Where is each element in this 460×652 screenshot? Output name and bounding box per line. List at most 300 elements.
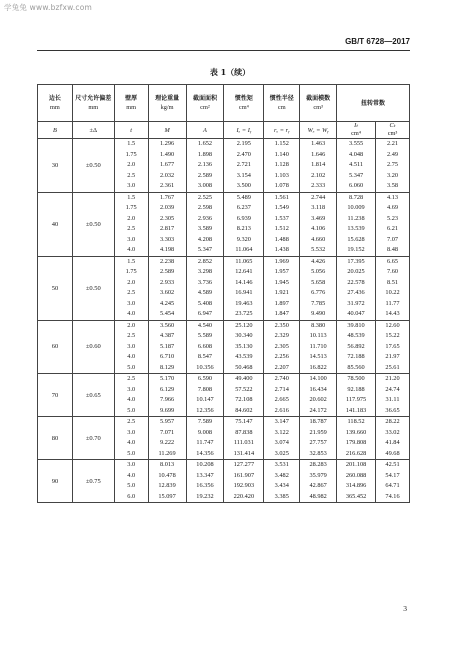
cell-value: 6.939 <box>236 214 251 222</box>
cell-value: 39.810 <box>347 321 365 329</box>
value-cell <box>186 139 224 193</box>
value-cell <box>114 374 148 417</box>
value-cell <box>300 192 337 256</box>
value-cell <box>224 417 264 460</box>
header-rule <box>37 50 410 51</box>
cell-value: 3.560 <box>159 321 175 329</box>
cell-value: 2.665 <box>274 396 289 403</box>
cell-value: 2.616 <box>274 406 289 414</box>
cell-value: 75.147 <box>235 418 253 425</box>
cell-value: 8.728 <box>348 193 364 201</box>
cell-value: 2.305 <box>159 214 175 222</box>
value-cell <box>224 320 264 374</box>
tolerance-cell: ±0.70 <box>72 417 114 460</box>
value-cell <box>337 320 376 374</box>
header-row <box>38 85 410 122</box>
cell-value: 57.522 <box>235 385 253 393</box>
cell-value: 2.5 <box>127 171 136 179</box>
cell-value: 1.490 <box>159 150 175 158</box>
table-row <box>38 374 410 417</box>
cell-value: 9.222 <box>159 439 175 446</box>
symbol-cell: t <box>114 122 148 139</box>
cell-value: 2.0 <box>127 161 136 168</box>
cell-value: 8.213 <box>236 225 251 232</box>
cell-value: 2.238 <box>159 257 175 265</box>
cell-value: 4.198 <box>159 246 175 253</box>
cell-value: 5.056 <box>311 268 326 275</box>
cell-value: 2.5 <box>127 225 136 232</box>
cell-value: 11.238 <box>347 214 365 222</box>
cell-value: 192.903 <box>233 482 255 489</box>
cell-value: 17.395 <box>347 257 365 265</box>
symbol-cell: rₓ = rᵧ <box>264 122 300 139</box>
cell-value: 2.305 <box>274 342 289 350</box>
value-cell <box>186 417 224 460</box>
cell-value: 1.512 <box>274 225 289 232</box>
cell-value: 1.549 <box>274 204 289 211</box>
cell-value: 9.699 <box>159 406 175 414</box>
cell-value: 10.113 <box>309 332 327 339</box>
cell-value: 4.540 <box>197 321 213 329</box>
cell-value: 3.298 <box>197 268 213 275</box>
cell-value: 4.69 <box>386 204 399 211</box>
cell-value: 1.957 <box>274 268 289 275</box>
cell-value: 3.736 <box>197 278 213 286</box>
cell-value: 3.602 <box>159 289 175 296</box>
value-cell <box>148 417 186 460</box>
cell-value: 21.97 <box>385 353 400 360</box>
table-caption: 表 1（续） <box>209 67 251 77</box>
cell-value: 216.628 <box>345 449 367 457</box>
value-cell <box>300 460 337 503</box>
cell-value: 6.65 <box>386 257 399 265</box>
cell-value: 11.747 <box>196 439 214 446</box>
cell-value: 3.122 <box>274 428 289 436</box>
cell-value: 1.078 <box>274 182 289 189</box>
cell-value: 5.23 <box>386 214 399 222</box>
cell-value: 3.469 <box>311 214 326 222</box>
cell-value: 5.454 <box>159 310 175 317</box>
value-cell <box>264 417 300 460</box>
cell-value: 4.511 <box>349 161 364 168</box>
cell-value: 2.329 <box>274 332 289 339</box>
page-number: 3 <box>403 604 407 613</box>
value-cell <box>114 192 148 256</box>
cell-value: 6.0 <box>127 492 136 500</box>
cell-value: 92.188 <box>347 385 365 393</box>
cell-value: 2.350 <box>274 321 289 329</box>
cell-value: 14.513 <box>309 353 327 360</box>
cell-value: 2.75 <box>386 161 399 168</box>
cell-value: 5.658 <box>311 278 326 286</box>
cell-value: 1.847 <box>274 310 289 317</box>
cell-value: 85.560 <box>347 363 365 371</box>
cell-value: 3.303 <box>159 235 175 243</box>
cell-value: 5.170 <box>159 375 175 382</box>
cell-value: 6.590 <box>197 375 213 382</box>
tolerance-cell: ±0.65 <box>72 374 114 417</box>
cell-value: 14.356 <box>196 449 214 457</box>
column-header: 尺寸允许偏差 mm <box>72 85 114 122</box>
value-cell <box>337 139 376 193</box>
cell-value: 87.838 <box>235 428 253 436</box>
cell-value: 6.060 <box>348 182 364 189</box>
cell-value: 2.525 <box>197 193 213 201</box>
cell-value: 2.032 <box>159 171 175 179</box>
cell-value: 1.945 <box>274 278 289 286</box>
cell-value: 42.867 <box>309 482 327 489</box>
cell-value: 3.0 <box>127 342 136 350</box>
cell-value: 7.60 <box>386 268 399 275</box>
cell-value: 12.60 <box>385 321 400 329</box>
value-cell <box>337 460 376 503</box>
column-header: 理论重量 kg/m <box>148 85 186 122</box>
cell-value: 50.468 <box>235 363 253 371</box>
cell-value: 19.152 <box>347 246 365 253</box>
cell-value: 1.488 <box>274 235 289 243</box>
cell-value: 1.438 <box>274 246 289 253</box>
cell-value: 5.408 <box>197 299 213 307</box>
side-length-cell: 60 <box>38 320 73 374</box>
cell-value: 1.898 <box>197 150 213 158</box>
cell-value: 1.652 <box>197 140 213 147</box>
cell-value: 11.064 <box>235 246 253 253</box>
tolerance-cell: ±0.50 <box>72 139 114 193</box>
cell-value: 25.120 <box>235 321 253 329</box>
cell-value: 56.892 <box>347 342 365 350</box>
value-cell <box>148 320 186 374</box>
cell-value: 4.245 <box>159 299 175 307</box>
value-cell <box>186 460 224 503</box>
side-length-cell: 30 <box>38 139 73 193</box>
cell-value: 2.21 <box>386 140 399 147</box>
cell-value: 2.721 <box>236 161 251 168</box>
value-cell <box>337 256 376 320</box>
value-cell <box>186 320 224 374</box>
value-cell <box>224 256 264 320</box>
cell-value: 8.380 <box>311 321 326 329</box>
cell-value: 2.0 <box>127 278 136 286</box>
value-cell <box>114 417 148 460</box>
cell-value: 2.817 <box>159 225 175 232</box>
cell-value: 6.129 <box>159 385 175 393</box>
cell-value: 4.208 <box>197 235 213 243</box>
tolerance-cell: ±0.50 <box>72 256 114 320</box>
value-cell <box>376 320 410 374</box>
cell-value: 3.589 <box>197 225 213 232</box>
standard-code: GB/T 6728—2017 <box>345 37 410 46</box>
cell-value: 3.008 <box>197 182 213 189</box>
cell-value: 11.269 <box>158 449 176 457</box>
cell-value: 13.539 <box>347 225 365 232</box>
cell-value: 19.463 <box>235 299 253 307</box>
value-cell <box>376 192 410 256</box>
cell-value: 6.710 <box>159 353 175 360</box>
cell-value: 48.982 <box>309 492 327 500</box>
cell-value: 41.84 <box>385 439 400 446</box>
cell-value: 3.0 <box>127 461 136 468</box>
cell-value: 3.58 <box>386 182 399 189</box>
value-cell <box>376 374 410 417</box>
symbol-row <box>38 122 410 139</box>
cell-value: 139.660 <box>345 428 367 436</box>
symbol-cell: M <box>148 122 186 139</box>
value-cell <box>337 192 376 256</box>
cell-value: 118.52 <box>347 418 365 425</box>
cell-value: 23.725 <box>235 310 253 317</box>
table-row <box>38 139 410 193</box>
value-cell <box>114 256 148 320</box>
cell-value: 2.933 <box>159 278 175 286</box>
value-cell <box>264 256 300 320</box>
cell-value: 1.561 <box>274 193 289 201</box>
cell-value: 2.195 <box>236 140 251 147</box>
cell-value: 3.0 <box>127 385 136 393</box>
cell-value: 3.531 <box>274 461 289 468</box>
value-cell <box>300 139 337 193</box>
value-cell <box>264 139 300 193</box>
cell-value: 4.0 <box>127 439 136 446</box>
cell-value: 3.0 <box>127 235 136 243</box>
cell-value: 9.490 <box>311 310 326 317</box>
value-cell <box>148 256 186 320</box>
cell-value: 314.896 <box>345 482 367 489</box>
cell-value: 2.0 <box>127 214 136 222</box>
cell-value: 49.400 <box>235 375 253 382</box>
cell-value: 78.500 <box>347 375 365 382</box>
tolerance-cell: ±0.60 <box>72 320 114 374</box>
value-cell <box>148 460 186 503</box>
cell-value: 3.147 <box>274 418 289 425</box>
cell-value: 2.470 <box>236 150 251 158</box>
column-header: 边长 mm <box>38 85 73 122</box>
cell-value: 161.907 <box>233 471 255 479</box>
cell-value: 27.436 <box>347 289 365 296</box>
cell-value: 365.452 <box>345 492 367 500</box>
cell-value: 4.387 <box>159 332 175 339</box>
cell-value: 15.628 <box>347 235 365 243</box>
watermark: 学兔兔 www.bzfxw.com <box>4 3 93 12</box>
cell-value: 5.532 <box>311 246 326 253</box>
tolerance-cell: ±0.75 <box>72 460 114 503</box>
value-cell <box>376 460 410 503</box>
cell-value: 220.420 <box>233 492 255 500</box>
cell-value: 1.296 <box>159 140 175 147</box>
value-cell <box>224 374 264 417</box>
cell-value: 42.51 <box>385 461 400 468</box>
value-cell <box>224 139 264 193</box>
cell-value: 4.048 <box>348 150 364 158</box>
value-cell <box>300 417 337 460</box>
cell-value: 11.710 <box>309 342 327 350</box>
value-cell <box>300 374 337 417</box>
cell-value: 48.539 <box>347 332 365 339</box>
cell-value: 179.808 <box>345 439 367 446</box>
cell-value: 12.356 <box>196 406 214 414</box>
cell-value: 111.031 <box>233 439 254 446</box>
cell-value: 10.356 <box>196 363 214 371</box>
value-cell <box>376 139 410 193</box>
symbol-cell: Wₓ = Wᵧ <box>300 122 337 139</box>
cell-value: 2.039 <box>159 204 175 211</box>
cell-value: 10.478 <box>158 471 176 479</box>
cell-value: 11.065 <box>235 257 253 265</box>
cell-value: 3.0 <box>127 299 136 307</box>
cell-value: 7.07 <box>386 235 399 243</box>
value-cell <box>337 374 376 417</box>
cell-value: 21.959 <box>309 428 327 436</box>
value-cell <box>148 192 186 256</box>
cell-value: 3.154 <box>236 171 251 179</box>
value-cell <box>376 256 410 320</box>
cell-value: 8.48 <box>386 246 399 253</box>
cell-value: 8.129 <box>159 363 175 371</box>
table-row <box>38 192 410 256</box>
cell-value: 117.975 <box>345 396 367 403</box>
value-cell <box>186 374 224 417</box>
cell-value: 16.941 <box>235 289 253 296</box>
cell-value: 2.207 <box>274 363 289 371</box>
cell-value: 28.283 <box>309 461 327 468</box>
side-length-cell: 70 <box>38 374 73 417</box>
cell-value: 12.641 <box>235 268 253 275</box>
value-cell <box>376 417 410 460</box>
cell-value: 21.20 <box>385 375 400 382</box>
symbol-cell: Iₓ = Iᵧ <box>224 122 264 139</box>
cell-value: 7.966 <box>159 396 175 403</box>
value-cell <box>264 460 300 503</box>
cell-value: 2.5 <box>127 375 136 382</box>
cell-value: 13.347 <box>196 471 214 479</box>
cell-value: 3.118 <box>311 204 326 211</box>
tolerance-cell: ±0.50 <box>72 192 114 256</box>
cell-value: 54.17 <box>385 471 400 479</box>
cell-value: 7.071 <box>159 428 175 436</box>
cell-value: 1.128 <box>274 161 289 168</box>
cell-value: 2.936 <box>197 214 213 222</box>
cell-value: 19.232 <box>196 492 214 500</box>
cell-value: 5.187 <box>159 342 175 350</box>
value-cell <box>224 460 264 503</box>
cell-value: 3.385 <box>274 492 289 500</box>
table-body <box>38 139 410 503</box>
cell-value: 30.340 <box>235 332 253 339</box>
cell-value: 201.108 <box>345 461 367 468</box>
cell-value: 1.75 <box>125 204 137 211</box>
cell-value: 6.237 <box>236 204 251 211</box>
cell-value: 2.589 <box>159 268 175 275</box>
symbol-cell: Cₜ cm³ <box>376 122 410 139</box>
cell-value: 72.108 <box>235 396 253 403</box>
cell-value: 10.147 <box>196 396 214 403</box>
cell-value: 16.822 <box>309 363 327 371</box>
column-header: 惯性半径 cm <box>264 85 300 122</box>
cell-value: 2.136 <box>197 161 213 168</box>
cell-value: 5.489 <box>236 193 251 201</box>
value-cell <box>224 192 264 256</box>
cell-value: 141.183 <box>345 406 367 414</box>
cell-value: 33.02 <box>385 428 400 436</box>
cell-value: 9.008 <box>197 428 213 436</box>
value-cell <box>264 192 300 256</box>
cell-value: 3.0 <box>127 428 136 436</box>
cell-value: 1.5 <box>127 257 136 265</box>
cell-value: 27.757 <box>309 439 327 446</box>
value-cell <box>148 139 186 193</box>
value-cell <box>114 139 148 193</box>
cell-value: 3.025 <box>274 449 289 457</box>
side-length-cell: 50 <box>38 256 73 320</box>
cell-value: 8.51 <box>386 278 399 286</box>
column-header: 截面面积 cm² <box>186 85 224 122</box>
cell-value: 2.740 <box>274 375 289 382</box>
cell-value: 3.482 <box>274 471 289 479</box>
cell-value: 43.539 <box>235 353 253 360</box>
cell-value: 1.814 <box>311 161 326 168</box>
table-row <box>38 460 410 503</box>
column-header: 扭转常数 <box>337 85 410 122</box>
cell-value: 4.0 <box>127 310 136 317</box>
cell-value: 16.356 <box>196 482 214 489</box>
cell-value: 2.714 <box>274 385 289 393</box>
cell-value: 35.130 <box>235 342 253 350</box>
cell-value: 3.500 <box>236 182 251 189</box>
symbol-cell: Iₜ cm⁴ <box>337 122 376 139</box>
cell-value: 6.608 <box>197 342 213 350</box>
cell-value: 131.414 <box>233 449 255 457</box>
cell-value: 28.22 <box>385 418 400 425</box>
cell-value: 1.537 <box>274 214 289 222</box>
cell-value: 36.65 <box>385 406 400 414</box>
cell-value: 4.0 <box>127 353 136 360</box>
cell-value: 1.969 <box>274 257 289 265</box>
cell-value: 260.088 <box>345 471 367 479</box>
cell-value: 1.103 <box>274 171 289 179</box>
cell-value: 14.43 <box>385 310 400 317</box>
cell-value: 1.921 <box>274 289 289 296</box>
cell-value: 5.0 <box>127 406 136 414</box>
value-cell <box>300 256 337 320</box>
cell-value: 8.013 <box>159 461 175 468</box>
cell-value: 20.602 <box>309 396 327 403</box>
cell-value: 24.172 <box>309 406 327 414</box>
cell-value: 1.677 <box>159 161 175 168</box>
value-cell <box>114 460 148 503</box>
side-length-cell: 40 <box>38 192 73 256</box>
cell-value: 5.589 <box>197 332 213 339</box>
cell-value: 4.660 <box>311 235 326 243</box>
cell-value: 10.208 <box>196 461 214 468</box>
cell-value: 18.787 <box>309 418 327 425</box>
cell-value: 6.21 <box>386 225 399 232</box>
cell-value: 31.972 <box>347 299 365 307</box>
cell-value: 6.776 <box>311 289 326 296</box>
cell-value: 3.0 <box>127 182 136 189</box>
cell-value: 72.188 <box>347 353 365 360</box>
cell-value: 6.947 <box>197 310 213 317</box>
cell-value: 2.589 <box>197 171 213 179</box>
value-cell <box>148 374 186 417</box>
cell-value: 4.0 <box>127 471 136 479</box>
cell-value: 2.852 <box>197 257 213 265</box>
cell-value: 2.5 <box>127 332 136 339</box>
cell-value: 4.13 <box>386 193 399 201</box>
cell-value: 15.22 <box>385 332 400 339</box>
cell-value: 4.426 <box>311 257 326 265</box>
cell-value: 2.256 <box>274 353 289 360</box>
value-cell <box>114 320 148 374</box>
cell-value: 5.347 <box>197 246 213 253</box>
